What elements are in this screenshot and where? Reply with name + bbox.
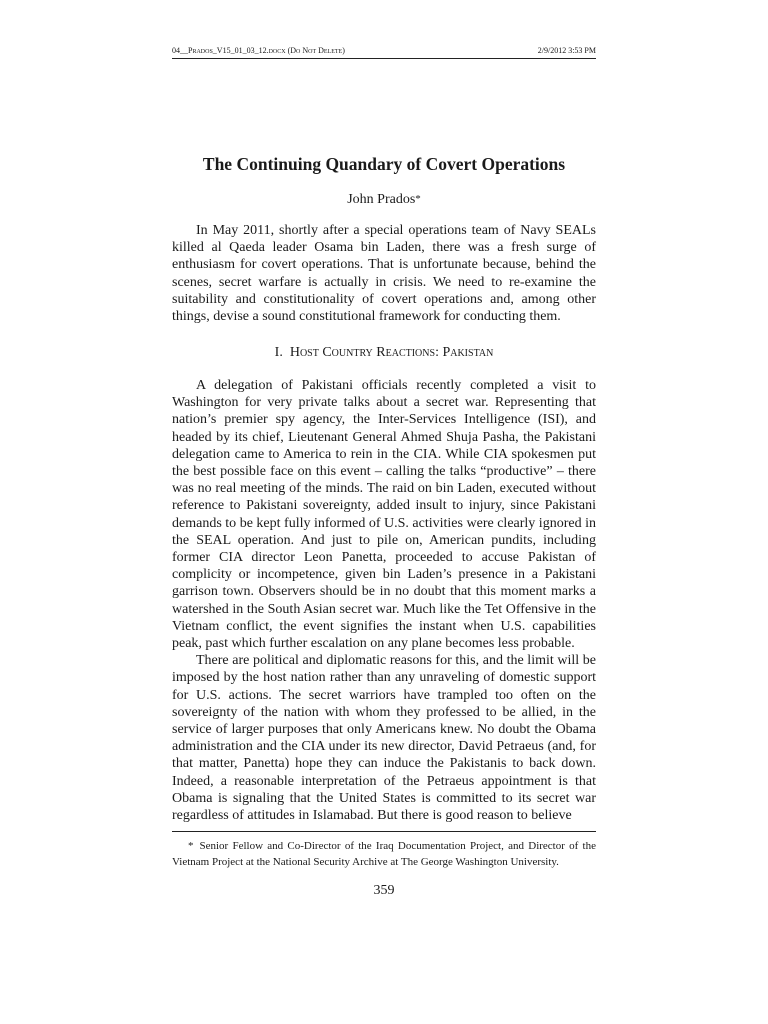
footnote <box>172 838 596 870</box>
body-paragraph: A delegation of Pakistani officials recently completed a visit to Washington for very private talks about a secret war. Representing that nation’s premier spy agency, the Inter-Services Intelligence (ISI), and headed by its chief, Lieutenant General Ahmed Shuja Pasha, the Pakistani delegation came to America to rein in the CIA. While CIA spokesmen put the best possible face on this event – calling the talks “productive” – there was no real meeting of the minds. The raid on bin Laden, executed without reference to Pakistani sovereignty, added insult to injury, since Pakistani demands to be kept fully informed of U.S. activities were clearly ignored in the SEAL operation. And just to pile on, American pundits, including former CIA director Leon Panetta, proceeded to accuse Pakistan of complicity or incompetence, given bin Laden’s presence in a Pakistani garrison town. Observers should be in no doubt that this moment marks a watershed in the South Asian secret war. Much like the Tet Offensive in the Vietnam conflict, the event signifies the instant when U.S. capabilities peak, past which further escalation on any plane becomes less probable. <box>172 378 596 652</box>
author-name: John Prados <box>347 192 416 207</box>
article-title: The Continuing Quandary of Covert Operations <box>202 154 566 174</box>
author-line <box>172 191 596 209</box>
header-file-name: 04__Prados_V15_01_03_12.docx (Do Not Delete) <box>172 46 345 55</box>
page-number: 359 <box>373 883 395 898</box>
footnote-mark: * <box>188 840 194 852</box>
intro-section <box>172 222 596 325</box>
footnote-divider <box>172 831 596 832</box>
running-header <box>172 46 596 59</box>
footnote-text: Senior Fellow and Co-Director of the Iraq Documentation Project, and Director of the Vietnam Project at the National Security Archive at The George Washington University. <box>172 840 596 868</box>
section-number: I. <box>274 345 283 360</box>
author-footnote-mark: * <box>415 193 421 205</box>
section-title: Host Country Reactions: Pakistan <box>289 345 494 360</box>
body-paragraph: There are political and diplomatic reasons for this, and the limit will be imposed by the host nation rather than any unraveling of domestic support for U.S. actions. The secret warriors have trampled too often on the sovereignty of the nation with whom they professed to be allied, in the service of larger purposes that only Americans knew. No doubt the Obama administration and the CIA under its new director, David Petraeus (and, for that matter, Panetta) hope they can induce the Pakistanis to back down. Indeed, a reasonable interpretation of the Petraeus appointment is that Obama is signaling that the United States is committed to its secret war regardless of attitudes in Islamabad. But there is good reason to believe <box>172 653 596 824</box>
section-heading <box>172 344 596 361</box>
section-body <box>172 377 596 824</box>
header-timestamp: 2/9/2012 3:53 PM <box>537 46 596 55</box>
intro-paragraph: In May 2011, shortly after a special operations team of Navy SEALs killed al Qaeda leader Osama bin Laden, there was a fresh surge of enthusiasm for covert operations. That is unfortunate because, behind the scenes, secret warfare is actually in crisis. We need to re-examine the suitability and constitutionality of covert operations and, among other things, devise a sound constitutional framework for conducting them. <box>172 223 596 325</box>
